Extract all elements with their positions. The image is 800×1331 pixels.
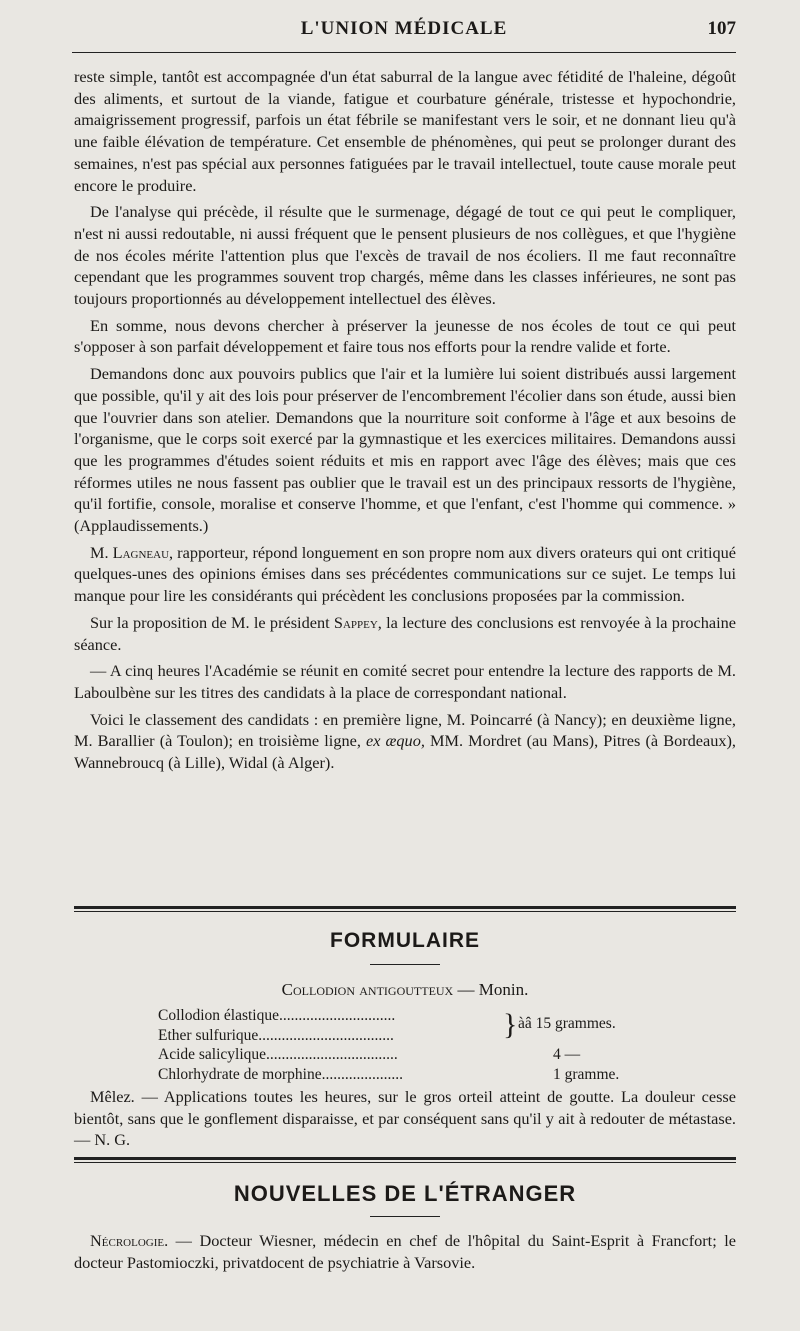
paragraph-8-before: Voici le classement des candidats : en première ligne, M. Poincarré (à Nancy); en deuxième ligne, M. Barallier (à Toulon); en troisième ligne, <box>74 709 736 751</box>
ingredient-name: Acide salicylique.................................. <box>158 1046 398 1063</box>
paragraph-8 <box>74 709 736 774</box>
shared-quantity: àâ 15 grammes. <box>518 1015 616 1032</box>
paragraph-6 <box>74 612 736 655</box>
president-name: Sappey, <box>333 612 382 632</box>
recipe-name: Collodion antigoutteux <box>281 980 454 999</box>
section-divider-1 <box>74 906 736 912</box>
paragraph-8-italic: ex æquo, <box>366 731 425 751</box>
paragraph-8-after: MM. Mordret (au Mans), Pitres (à Bordeaux), Wannebroucq (à Lille), Widal (à Alger). <box>74 731 737 773</box>
brace-icon: } <box>503 1008 518 1041</box>
section-divider-2 <box>74 1157 736 1163</box>
etranger-title-rule <box>370 1216 440 1217</box>
paragraph-5 <box>74 542 736 607</box>
ingredient-quantity: 4 — <box>553 1046 581 1063</box>
recipe-note: Mêlez. — Applications toutes les heures, sur le gros orteil atteint de goutte. La douleur cesse bientôt, sans que le gonflement disparaisse, et par conséquent sans qu'il y ait à redouter de métastase. — N. G. <box>74 1087 736 1150</box>
ingredient-row <box>158 1065 658 1085</box>
ingredient-name: Ether sulfurique................................... <box>158 1026 394 1044</box>
header-rule <box>72 52 736 53</box>
paragraph-7: — A cinq heures l'Académie se réunit en comité secret pour entendre la lecture des rapports de M. Laboulbène sur les titres des candidats à la place de correspondant national. <box>74 661 736 702</box>
paragraph-1: reste simple, tantôt est accompagnée d'un état saburral de la langue avec fétidité de l'haleine, dégoût des aliments, et surtout de la viande, fatigue et courbature générale, tristesse et hypochondrie, amaigrissement progressif, parfois un état fébrile se manifestant vers le soir, et ne donnant lieu qu'à une faible élévation de température. Cet ensemble de phénomènes, qui peut se prolonger durant des semaines, n'est pas spécial aux personnes fatiguées par le travail intellectuel, toute cause morale peut encore le produire. <box>74 67 736 195</box>
etranger-title: NOUVELLES DE L'ÉTRANGER <box>233 1181 577 1206</box>
speaker-name: M. Lagneau, <box>90 542 174 562</box>
formulaire-title: FORMULAIRE <box>330 929 480 952</box>
obituary-label: Nécrologie. <box>90 1231 169 1250</box>
running-title: L'UNION MÉDICALE <box>300 18 508 39</box>
obituary-paragraph <box>74 1230 736 1273</box>
recipe-author: — Monin. <box>453 980 529 999</box>
ingredient-name: Chlorhydrate de morphine..................... <box>158 1065 403 1083</box>
page-header <box>72 18 736 48</box>
paragraph-6-after: la lecture des conclusions est renvoyée à la prochaine séance. <box>74 612 736 654</box>
ingredient-quantity: 1 gramme. <box>553 1065 620 1083</box>
paragraph-2: De l'analyse qui précède, il résulte que le surmenage, dégagé de tout ce qui peut le compliquer, n'est ni aussi redoutable, ni aussi fréquent que le pensent plusieurs de nos collègues, et que l'hygiène de nos écoles mérite l'attention plus que l'excès de travail de nos écoliers. Il me faut reconnaître cependant que les programmes souvent trop chargés, même dans les classes inférieures, ne sont pas toujours proportionnés au développement intellectuel des élèves. <box>74 202 736 309</box>
recipe-title <box>74 980 736 1000</box>
paragraph-4: Demandons donc aux pouvoirs publics que l'air et la lumière lui soient distribués aussi largement que possible, qu'il y ait des lois pour préserver de l'encombrement l'écolier dans son étude, aussi bien que l'ouvrier dans son atelier. Demandons que la nourriture soit conforme à l'âge et aux besoins de l'organisme, que le corps soit exercé par la gymnastique et les exercices militaires. Demandons aussi que les programmes d'études soient réduits et mis en rapport avec l'âge des élèves; mais que ces réformes utiles ne nous fassent pas oublier que le travail est un des principaux ressorts de l'hygiène, qu'il fortifie, console, moralise et conserve l'homme, et que l'enfant, c'est l'homme qui commence. » (Applaudissements.) <box>74 364 736 536</box>
page-number: 107 <box>707 18 736 39</box>
ingredient-list <box>158 1006 658 1084</box>
article-body <box>74 66 736 779</box>
ingredient-row <box>158 1045 658 1065</box>
ingredient-name: Collodion élastique.............................. <box>158 1007 396 1024</box>
paragraph-6-before: Sur la proposition de M. le président <box>90 612 334 632</box>
paragraph-3: En somme, nous devons chercher à préserver la jeunesse de nos écoles de tout ce qui peut s'opposer à son parfait développement et faire tous nos efforts pour la rendre valide et forte. <box>74 315 736 357</box>
formulaire-title-rule <box>370 964 440 965</box>
ingredient-row <box>158 1026 658 1046</box>
paragraph-5-text: rapporteur, répond longuement en son propre nom aux divers orateurs qui ont critiqué quelques-unes des opinions émises dans ses précédentes communications sur ce sujet. Le temps lui manque pour lire les considérants qui précèdent les conclusions proposées par la commission. <box>74 542 736 606</box>
obituary-text: — Docteur Wiesner, médecin en chef de l'hôpital du Saint-Esprit à Francfort; le docteur Pastomioczki, privatdocent de psychiatrie à Varsovie. <box>74 1231 736 1272</box>
